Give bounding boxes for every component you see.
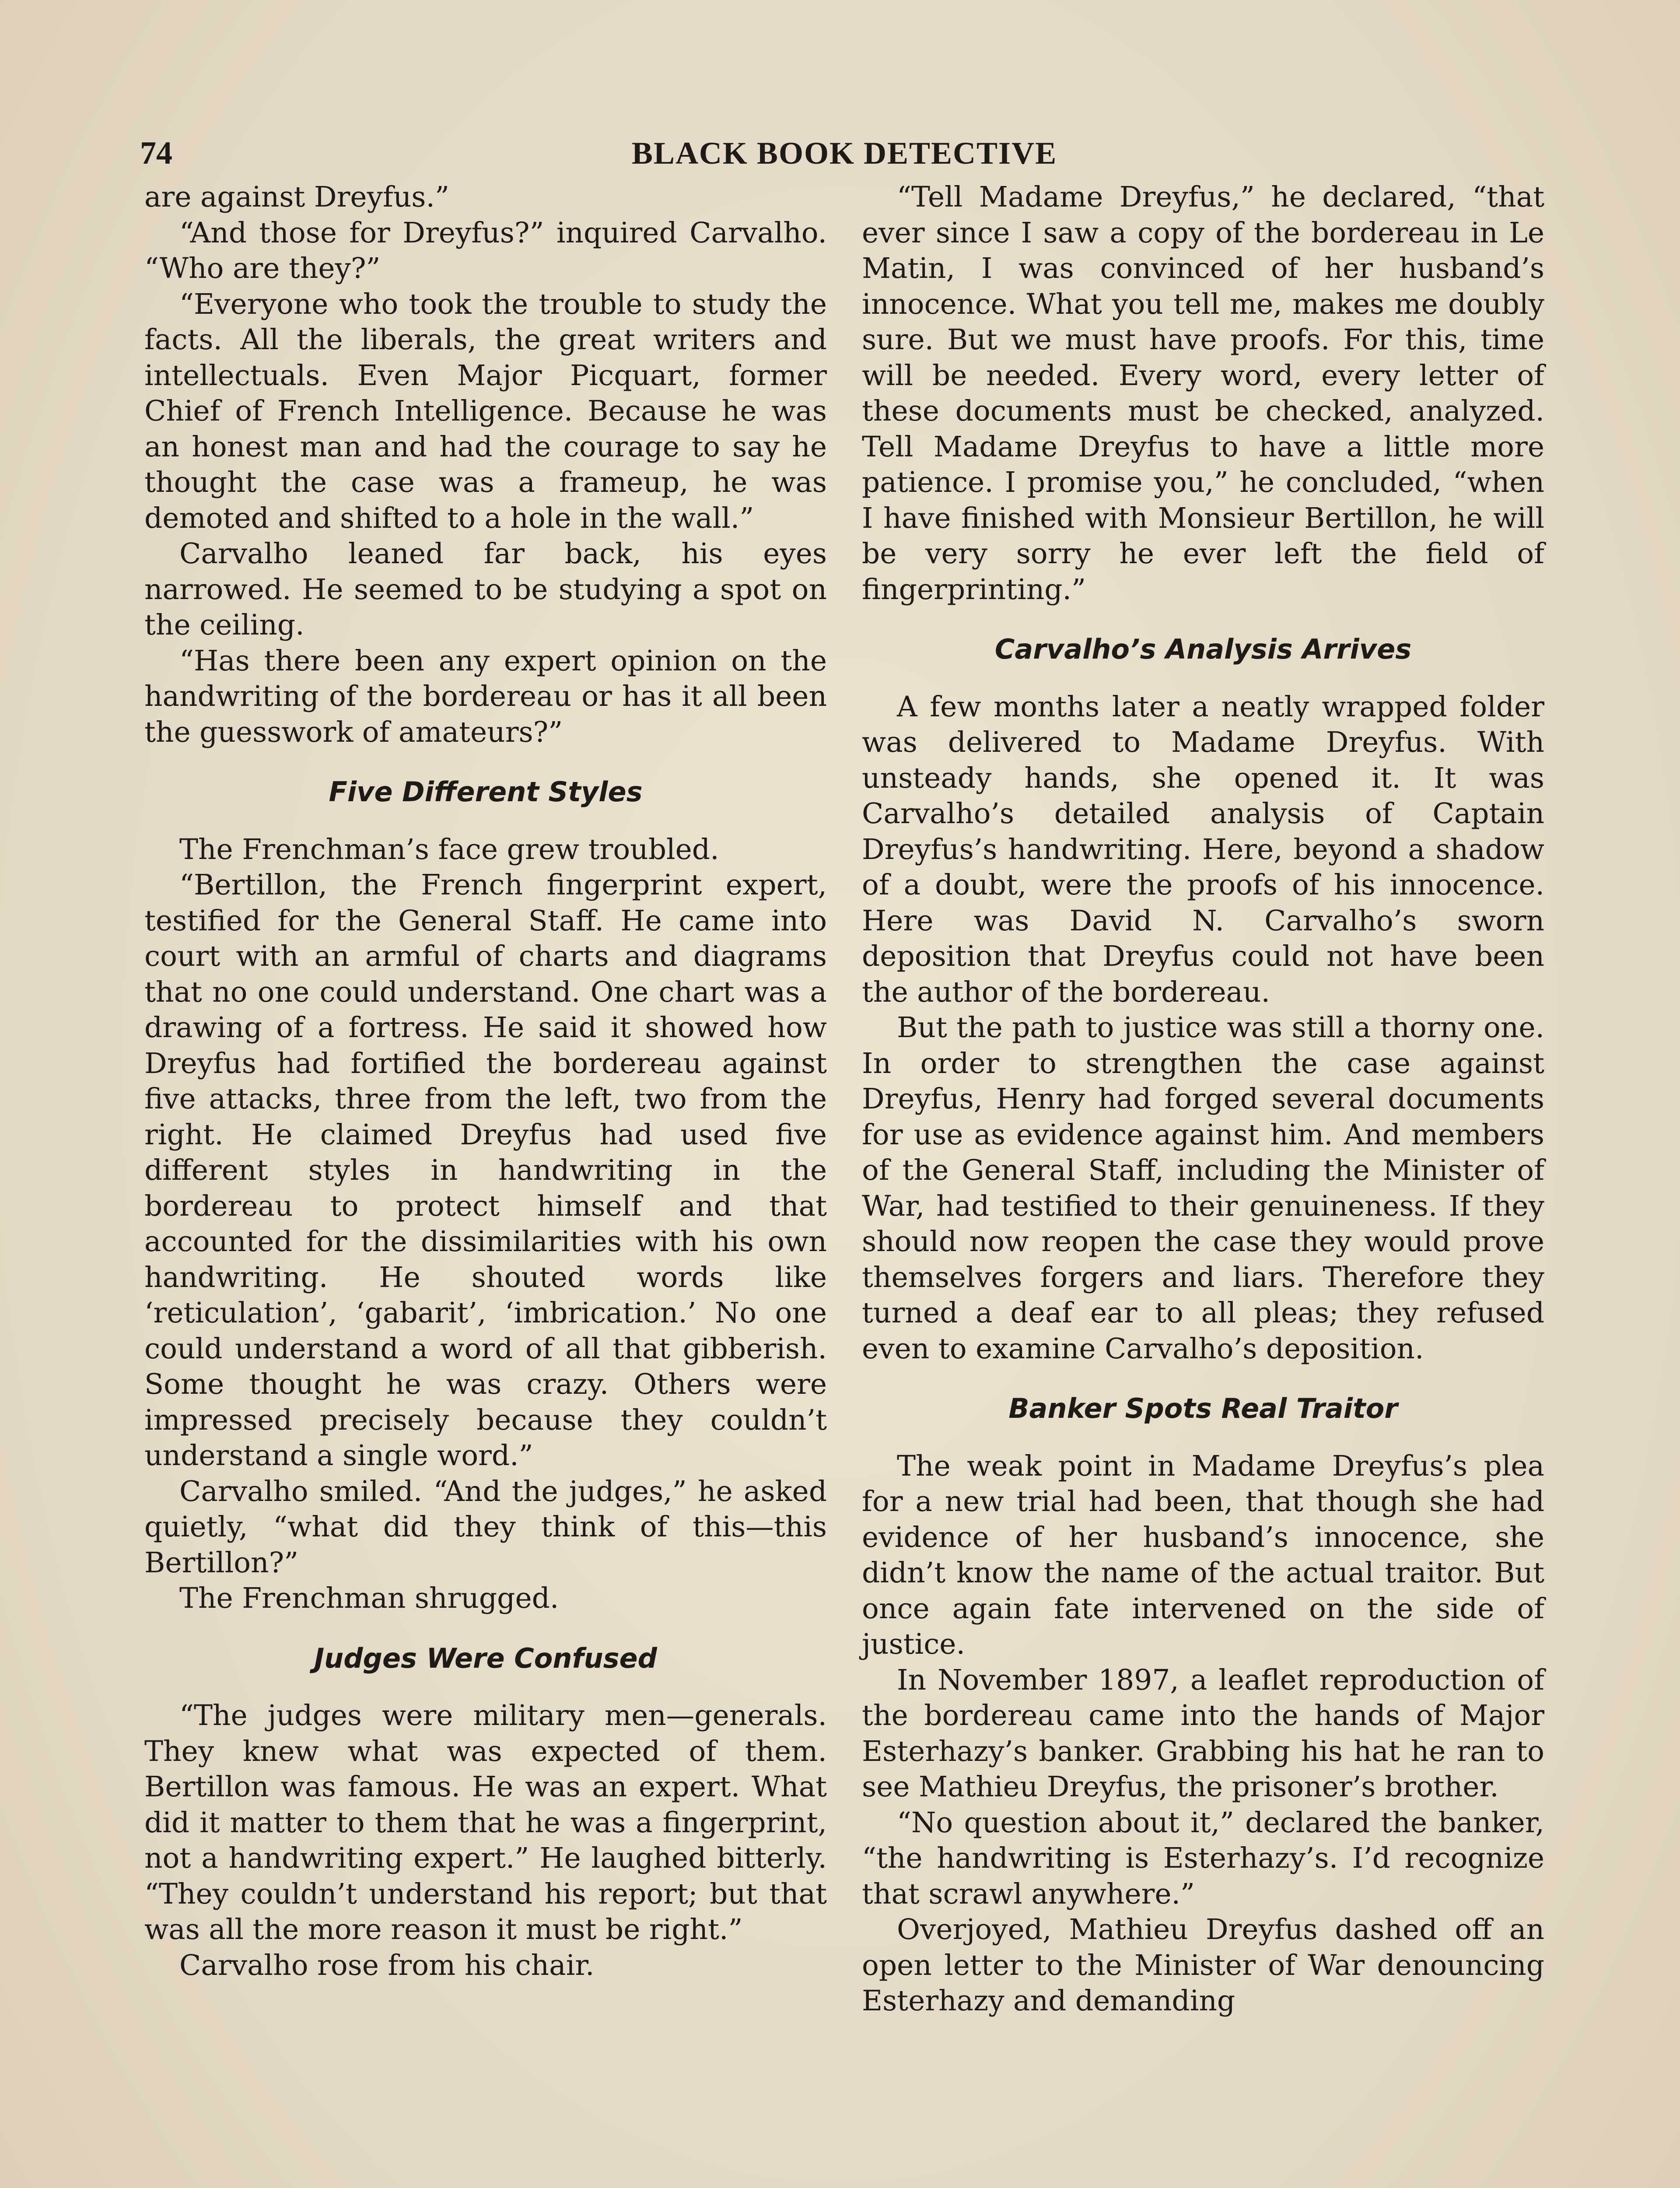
paragraph: “Everyone who took the trouble to study the facts. All the liberals, the great writers and intellectuals. Even Major Picquart, former Chief of French Intelligence. Because he was an honest man and had the courage to say he thought the case was a frameup, he was demoted and shifted to a hole in the wall.” [144,288,827,535]
paragraph: The weak point in Madame Dreyfus’s plea for a new trial had been, that though she had evidence of her husband’s innocence, she didn’t know the name of the actual traitor. But once again fate intervened on the side of justice. [862,1449,1544,1661]
paragraph: “Bertillon, the French fingerprint expert, testified for the General Staff. He came into court with an armful of charts and diagrams that no one could understand. One chart was a drawing of a fortress. He said it showed how Dreyfus had fortified the bordereau against five attacks, three from the left, two from the right. He claimed Dreyfus had used five different styles in handwriting in the bordereau to protect himself and that accounted for the dissimilarities with his own handwriting. He shouted words like ‘reticulation’, ‘gabarit’, ‘imbrication.’ No one could understand a word of all that gibberish. Some thought he was crazy. Others were impressed precisely because they couldn’t understand a single word.” [144,869,827,1472]
section-subheading: Five Different Styles [329,776,643,808]
page-number: 74 [140,135,172,171]
section-subheading: Carvalho’s Analysis Arrives [994,633,1412,665]
paragraph: The Frenchman shrugged. [179,1582,559,1615]
paragraph: But the path to justice was still a thorny one. In order to strengthen the case against Dreyfus, Henry had forged several documents for use as evidence against him. And members of the General Staff, including the Minister of War, had testified to their genuineness. If they should now reopen the case they would prove themselves forgers and liars. Therefore they turned a deaf ear to all pleas; they refused even to examine Carvalho’s deposition. [862,1011,1544,1365]
paragraph: “The judges were military men—generals. They knew what was expected of them. Bertillon was famous. He was an expert. What did it matter to them that he was a fingerprint, not a handwriting expert.” He laughed bitterly. “They couldn’t understand his report; but that was all the more reason it must be right.” [144,1699,827,1946]
paragraph: “No question about it,” declared the banker, “the handwriting is Esterhazy’s. I’d recognize that scrawl anywhere.” [862,1806,1544,1911]
paragraph: A few months later a neatly wrapped folder was delivered to Madame Dreyfus. With unsteady hands, she opened it. It was Carvalho’s detailed analysis of Captain Dreyfus’s handwriting. Here, beyond a shadow of a doubt, were the proofs of his innocence. Here was David N. Carvalho’s sworn deposition that Dreyfus could not have been the author of the bordereau. [862,690,1544,1009]
section-subheading: Banker Spots Real Traitor [1008,1392,1398,1424]
paragraph: “And those for Dreyfus?” inquired Carvalho. “Who are they?” [144,216,827,285]
running-title: BLACK BOOK DETECTIVE [631,136,1057,171]
paragraph: Carvalho rose from his chair. [179,1949,595,1982]
section-subheading: Judges Were Confused [314,1642,657,1674]
paragraph: Carvalho smiled. “And the judges,” he asked quietly, “what did they think of this—this Bertillon?” [144,1475,827,1579]
left-column [144,179,827,1983]
paragraph: Carvalho leaned far back, his eyes narrowed. He seemed to be studying a spot on the ceiling. [144,537,827,642]
paragraph: Overjoyed, Mathieu Dreyfus dashed off an open letter to the Minister of War denouncing Esterhazy and demanding [862,1913,1544,2017]
paragraph: The Frenchman’s face grew troubled. [179,833,719,866]
paragraph: are against Dreyfus.” [144,181,449,214]
paragraph: “Has there been any expert opinion on the handwriting of the bordereau or has it all been the guesswork of amateurs?” [144,644,827,749]
page-header [140,131,1549,179]
right-column [862,179,1544,2019]
paragraph: In November 1897, a leaflet reproduction of the bordereau came into the hands of Major Esterhazy’s banker. Grabbing his hat he ran to see Mathieu Dreyfus, the prisoner’s brother. [862,1663,1544,1803]
paragraph: “Tell Madame Dreyfus,” he declared, “that ever since I saw a copy of the bordereau in Le Matin, I was convinced of her husband’s innocence. What you tell me, makes me doubly sure. But we must have proofs. For this, time will be needed. Every word, every letter of these documents must be checked, analyzed. Tell Madame Dreyfus to have a little more patience. I promise you,” he concluded, “when I have finished with Monsieur Bertillon, he will be very sorry he ever left the field of fingerprinting.” [862,181,1544,606]
